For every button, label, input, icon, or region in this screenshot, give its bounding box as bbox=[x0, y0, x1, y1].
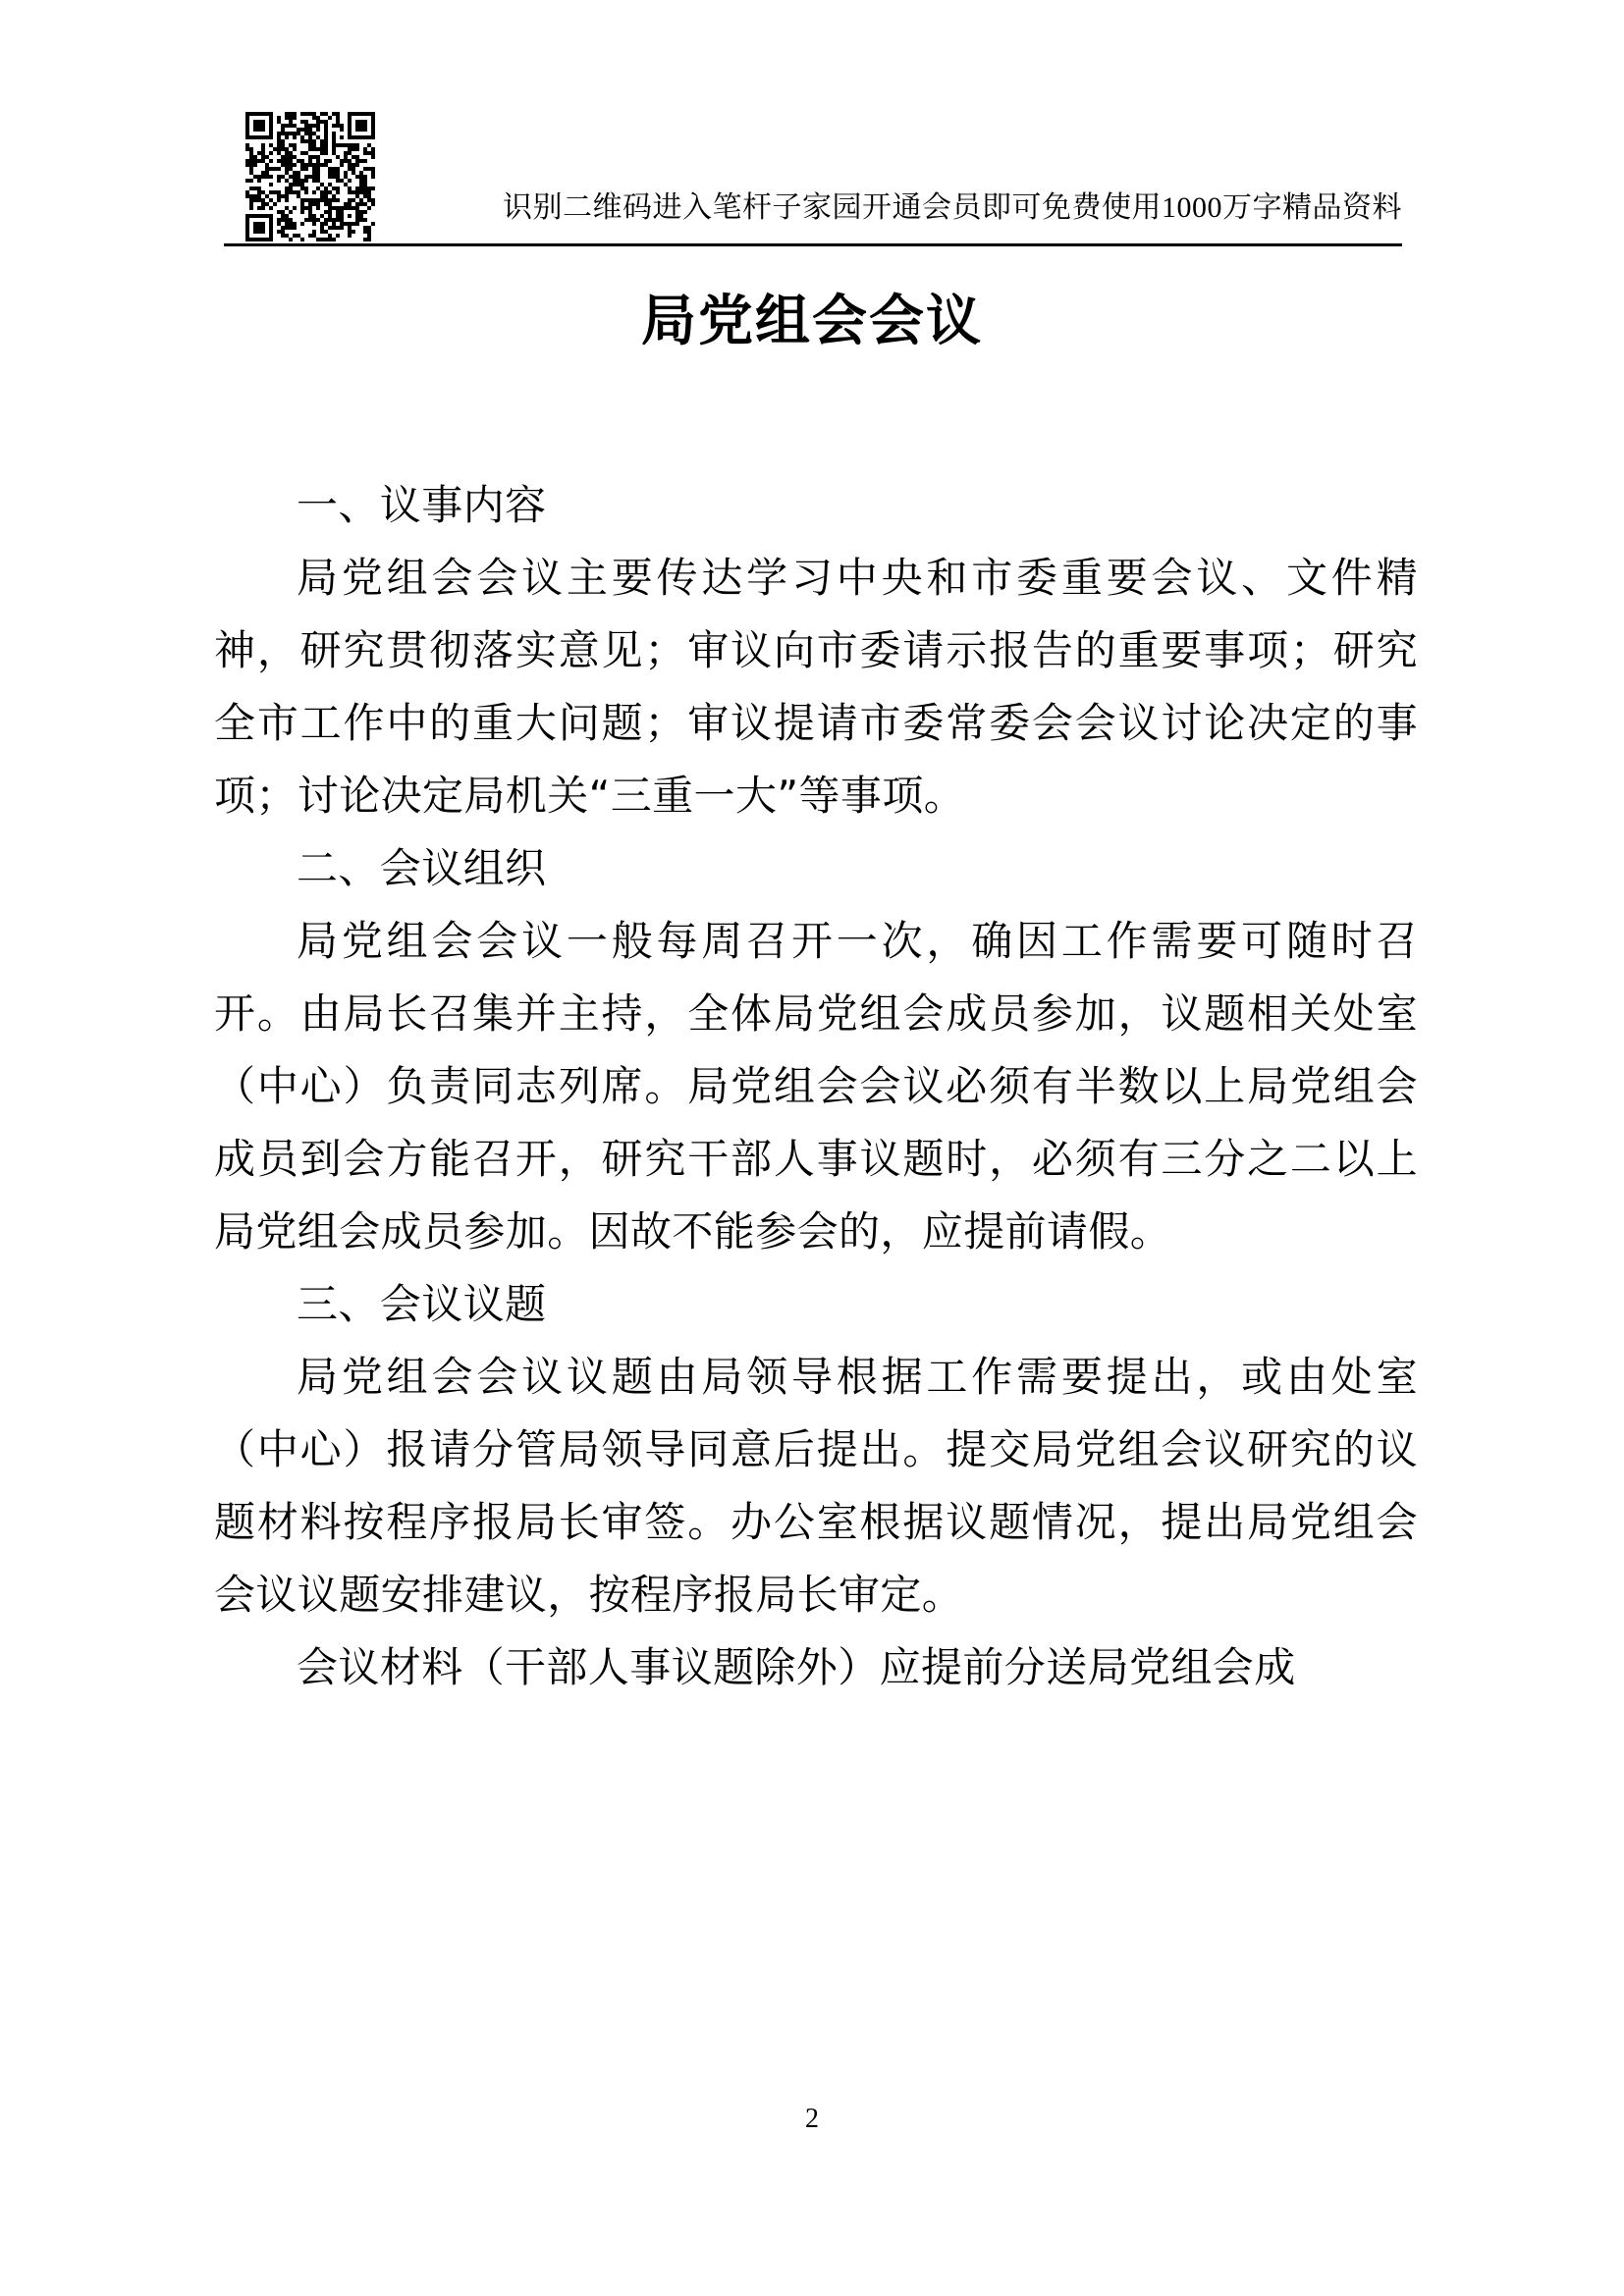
page-number: 2 bbox=[805, 2104, 819, 2134]
document-body bbox=[214, 469, 1418, 1704]
header-divider bbox=[224, 243, 1402, 246]
header-banner bbox=[224, 90, 1402, 267]
section-paragraph-3-1: 局党组会会议议题由局领导根据工作需要提出，或由处室（中心）报请分管局领导同意后提出。提交局党组会议研究的议题材料按程序报局长审签。办公室根据议题情况，提出局党组会会议议题安排建议，按程序报局长审定。 bbox=[214, 1353, 1418, 1619]
section-heading-3: 三、会议议题 bbox=[297, 1280, 547, 1328]
section-heading-2: 二、会议组织 bbox=[297, 844, 547, 892]
section-heading-1: 一、议事内容 bbox=[297, 481, 547, 529]
section-paragraph-1-1: 局党组会会议主要传达学习中央和市委重要会议、文件精神，研究贯彻落实意见；审议向市委请示报告的重要事项；研究全市工作中的重大问题；审议提请市委常委会会议讨论决定的事项；讨论决定局机关“三重一大”等事项。 bbox=[214, 554, 1418, 820]
section-paragraph-2-1: 局党组会会议一般每周召开一次，确因工作需要可随时召开。由局长召集并主持，全体局党组会成员参加，议题相关处室（中心）负责同志列席。局党组会会议必须有半数以上局党组会成员到会方能召开，研究干部人事议题时，必须有三分之二以上局党组会成员参加。因故不能参会的，应提前请假。 bbox=[214, 917, 1418, 1255]
page-title: 局党组会会议 bbox=[641, 290, 983, 353]
promo-text: 识别二维码进入笔杆子家园开通会员即可免费使用1000万字精品资料 bbox=[503, 191, 1402, 224]
section-paragraph-3-2: 会议材料（干部人事议题除外）应提前分送局党组会成 bbox=[297, 1643, 1296, 1691]
